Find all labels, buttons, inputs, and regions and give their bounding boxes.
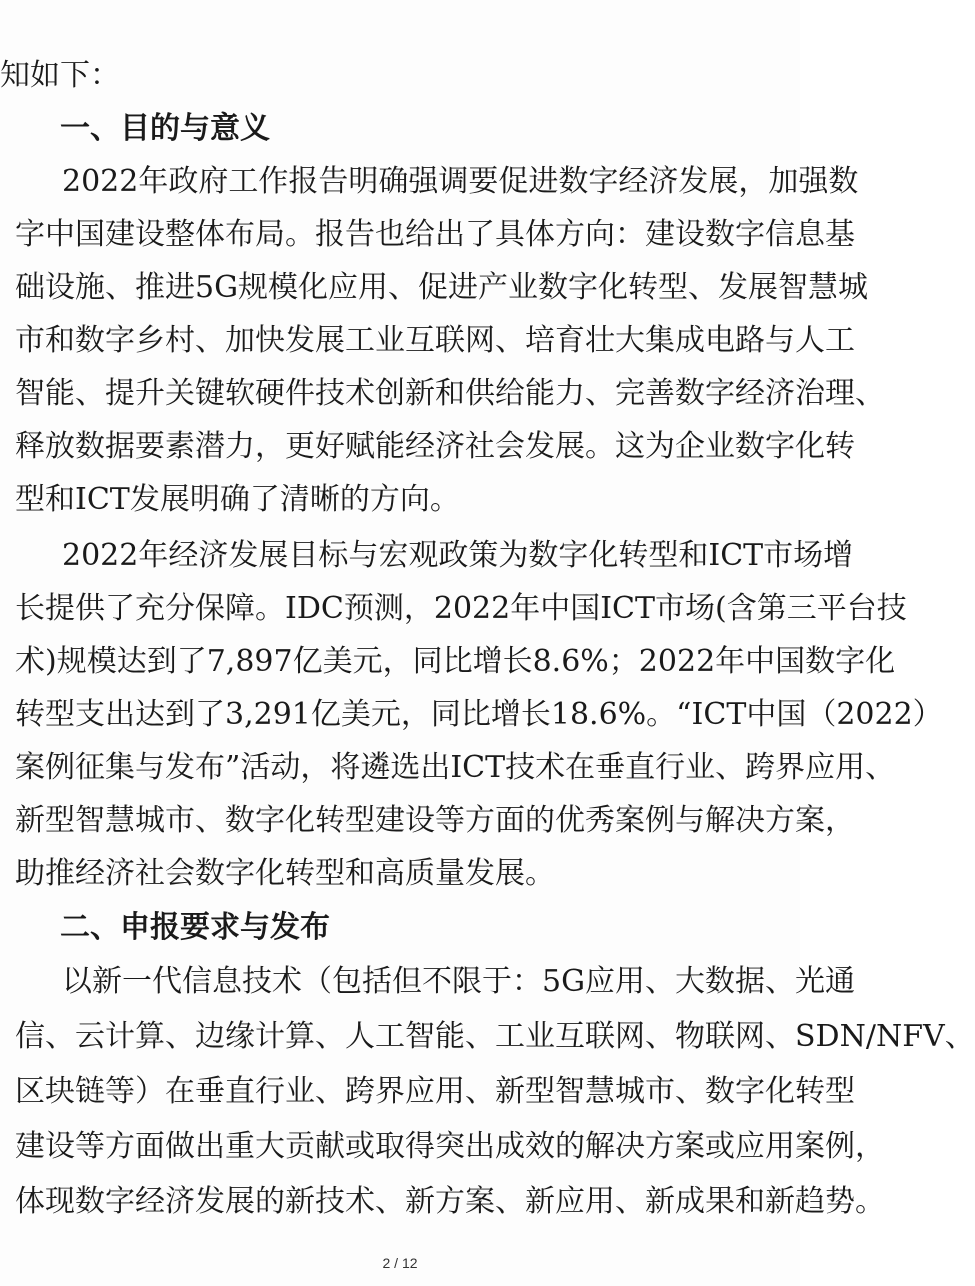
- section-2-para-1-line-5: 体现数字经济发展的新技术、新方案、新应用、新成果和新趋势。: [15, 1184, 885, 1219]
- section-1-para-2-line-6: 新型智慧城市、数字化转型建设等方面的优秀案例与解决方案，: [15, 803, 855, 838]
- section-1-para-1-line-2: 字中国建设整体布局。报告也给出了具体方向：建设数字信息基: [15, 217, 855, 252]
- section-1-para-2-line-1: 2022年经济发展目标与宏观政策为数字化转型和ICT市场增: [62, 538, 854, 573]
- section-1-para-2-line-4: 转型支出达到了3,291亿美元，同比增长18.6%。“ICT中国（2022）: [15, 697, 943, 732]
- section-1-para-2-line-5: 案例征集与发布”活动，将遴选出ICT技术在垂直行业、跨界应用、: [15, 750, 896, 785]
- section-1-para-2-line-3: 术)规模达到了7,897亿美元，同比增长8.6%；2022年中国数字化: [15, 644, 896, 679]
- section-2-para-1-line-1: 以新一代信息技术（包括但不限于：5G应用、大数据、光通: [62, 964, 856, 999]
- section-1-para-2-line-7: 助推经济社会数字化转型和高质量发展。: [15, 856, 555, 891]
- section-2-para-1-line-3: 区块链等）在垂直行业、跨界应用、新型智慧城市、数字化转型: [15, 1074, 855, 1109]
- section-1-para-1-line-4: 市和数字乡村、加快发展工业互联网、培育壮大集成电路与人工: [15, 323, 855, 358]
- section-2-para-1-line-4: 建设等方面做出重大贡献或取得突出成效的解决方案或应用案例，: [15, 1129, 885, 1164]
- section-1-para-1-line-1: 2022年政府工作报告明确强调要促进数字经济发展，加强数: [62, 164, 859, 199]
- intro-line: 知如下：: [0, 58, 120, 93]
- section-1-para-2-line-2: 长提供了充分保障。IDC预测，2022年中国ICT市场(含第三平台技: [15, 591, 907, 626]
- section-1-para-1-line-6: 释放数据要素潜力，更好赋能经济社会发展。这为企业数字化转: [15, 429, 855, 464]
- section-1-para-1-line-7: 型和ICT发展明确了清晰的方向。: [15, 482, 460, 517]
- section-2-heading: 二、申报要求与发布: [60, 910, 330, 945]
- page-number: 2 / 12: [382, 1255, 418, 1271]
- section-1-para-1-line-3: 础设施、推进5G规模化应用、促进产业数字化转型、发展智慧城: [15, 270, 869, 305]
- section-1-para-1-line-5: 智能、提升关键软硬件技术创新和供给能力、完善数字经济治理、: [15, 376, 885, 411]
- section-2-para-1-line-2: 信、云计算、边缘计算、人工智能、工业互联网、物联网、SDN/NFV、: [15, 1019, 975, 1054]
- section-1-heading: 一、目的与意义: [60, 111, 270, 146]
